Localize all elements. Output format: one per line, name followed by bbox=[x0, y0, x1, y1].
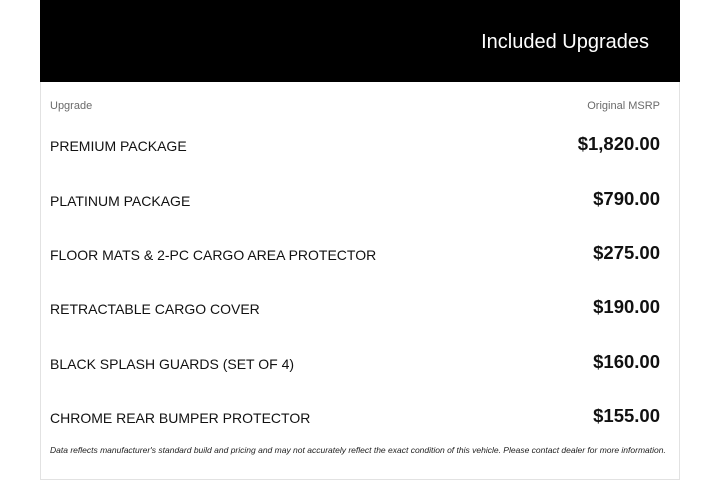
upgrade-price: $160.00 bbox=[593, 351, 660, 372]
upgrade-row bbox=[41, 131, 679, 161]
upgrade-name: BLACK SPLASH GUARDS (SET OF 4) bbox=[50, 356, 295, 372]
upgrade-name: PLATINUM PACKAGE bbox=[50, 193, 191, 209]
header-banner bbox=[40, 0, 680, 82]
upgrade-price: $790.00 bbox=[593, 188, 660, 209]
upgrade-price: $190.00 bbox=[593, 296, 660, 317]
column-header-msrp: Original MSRP bbox=[587, 100, 660, 112]
upgrade-name: RETRACTABLE CARGO COVER bbox=[50, 301, 260, 317]
upgrade-row bbox=[41, 403, 679, 433]
upgrade-price: $275.00 bbox=[593, 242, 660, 263]
upgrade-name: CHROME REAR BUMPER PROTECTOR bbox=[50, 410, 311, 426]
upgrade-row bbox=[41, 186, 679, 216]
disclaimer-text: Data reflects manufacturer's standard build and pricing and may not accurately reflect the exact condition of this vehicle. Please contact dealer for more information. bbox=[50, 445, 666, 455]
page-title: Included Upgrades bbox=[481, 31, 649, 53]
upgrade-price: $155.00 bbox=[593, 405, 660, 426]
upgrade-row bbox=[41, 240, 679, 270]
upgrade-row bbox=[41, 349, 679, 379]
upgrade-name: PREMIUM PACKAGE bbox=[50, 138, 187, 154]
upgrades-card bbox=[40, 0, 680, 480]
upgrade-row bbox=[41, 294, 679, 324]
upgrade-price: $1,820.00 bbox=[577, 133, 660, 154]
upgrade-name: FLOOR MATS & 2-PC CARGO AREA PROTECTOR bbox=[50, 247, 377, 263]
column-header-upgrade: Upgrade bbox=[50, 100, 93, 112]
